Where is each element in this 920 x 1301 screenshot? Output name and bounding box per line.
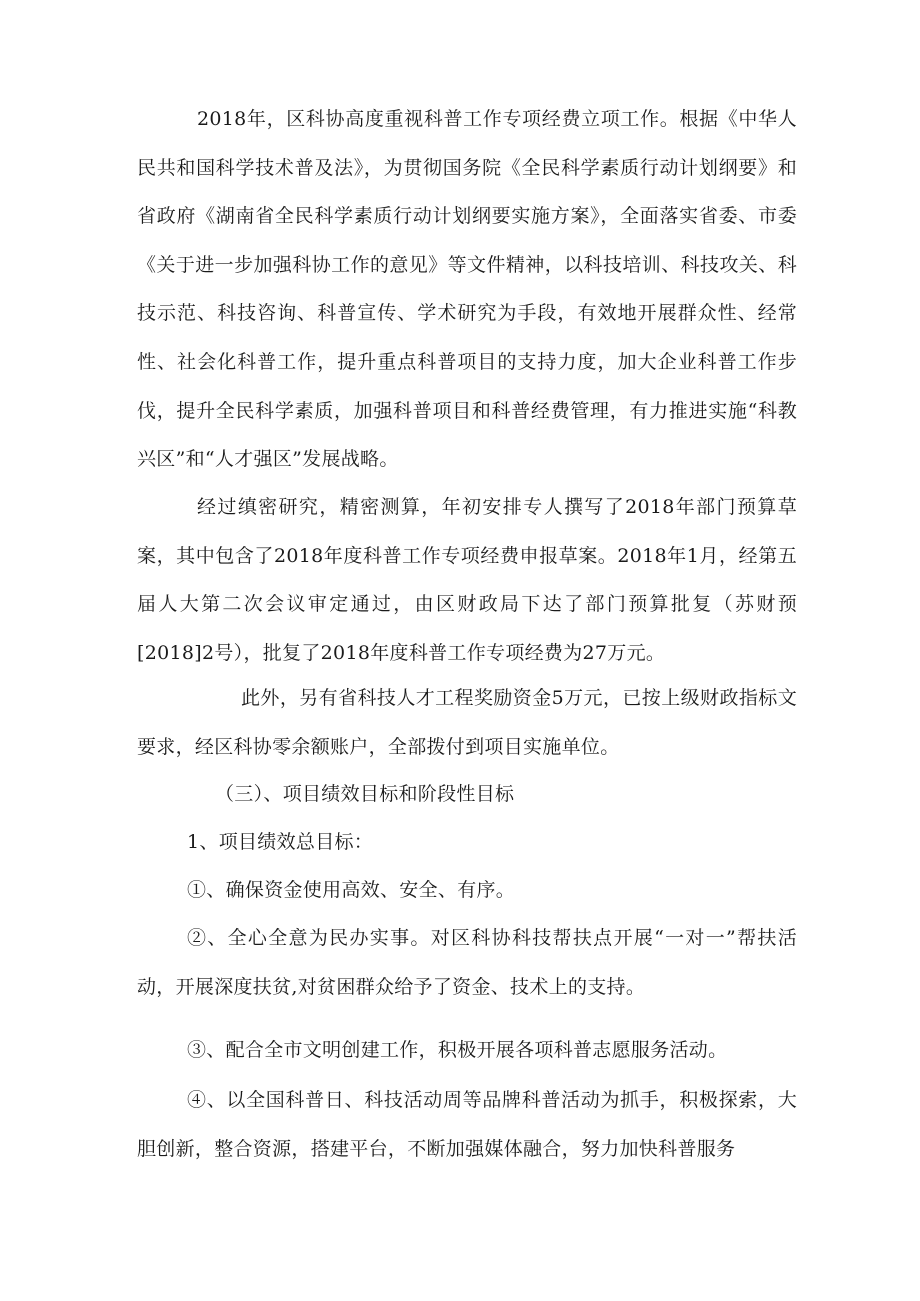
subheading-overall-goal: 1、项目绩效总目标：	[187, 831, 374, 853]
paragraph-funding-overview: 2018年，区科协高度重视科普工作专项经费立项工作。根据《中华人民共和国科学技术普及法》，为贯彻国务院《全民科学素质行动计划纲要》和省政府《湖南省全民科学素质行动计划纲要实施方案》，全面落实省委、市委《关于进一步加强科协工作的意见》等文件精神，以科技培训、科技攻关、科技示范、科技咨询、科普宣传、学术研究为手段，有效地开展群众性、经常性、社会化科普工作，提升重点科普项目的支持力度，加大企业科普工作步伐，提升全民科学素质，加强科普项目和科普经费管理，有力推进实施“科教兴区”和“人才强区”发展战略。	[137, 108, 797, 471]
paragraph-budget-approval: 经过缜密研究，精密测算，年初安排专人撰写了2018年部门预算草案，其中包含了2018年度科普工作专项经费申报草案。2018年1月，经第五届人大第二次会议审定通过，由区财政局下达了部门预算批复（苏财预[2018]2号），批复了2018年度科普工作专项经费为27万元。	[137, 496, 797, 664]
list-item-goal-2: ②、全心全意为民办实事。对区科协科技帮扶点开展“一对一”帮扶活动，开展深度扶贫,对贫困群众给予了资金、技术上的支持。	[137, 927, 797, 998]
paragraph-additional-funds: 此外，另有省科技人才工程奖励资金5万元，已按上级财政指标文要求，经区科协零余额账户，全部拨付到项目实施单位。	[137, 687, 797, 758]
section-heading-goals: （三）、项目绩效目标和阶段性目标	[215, 783, 515, 805]
list-item-goal-1: ①、确保资金使用高效、安全、有序。	[187, 879, 516, 901]
list-item-goal-3: ③、配合全市文明创建工作，积极开展各项科普志愿服务活动。	[187, 1039, 728, 1061]
list-item-goal-4: ④、以全国科普日、科技活动周等品牌科普活动为抓手，积极探索，大胆创新，整合资源，搭建平台，不断加强媒体融合，努力加快科普服务	[137, 1089, 797, 1160]
